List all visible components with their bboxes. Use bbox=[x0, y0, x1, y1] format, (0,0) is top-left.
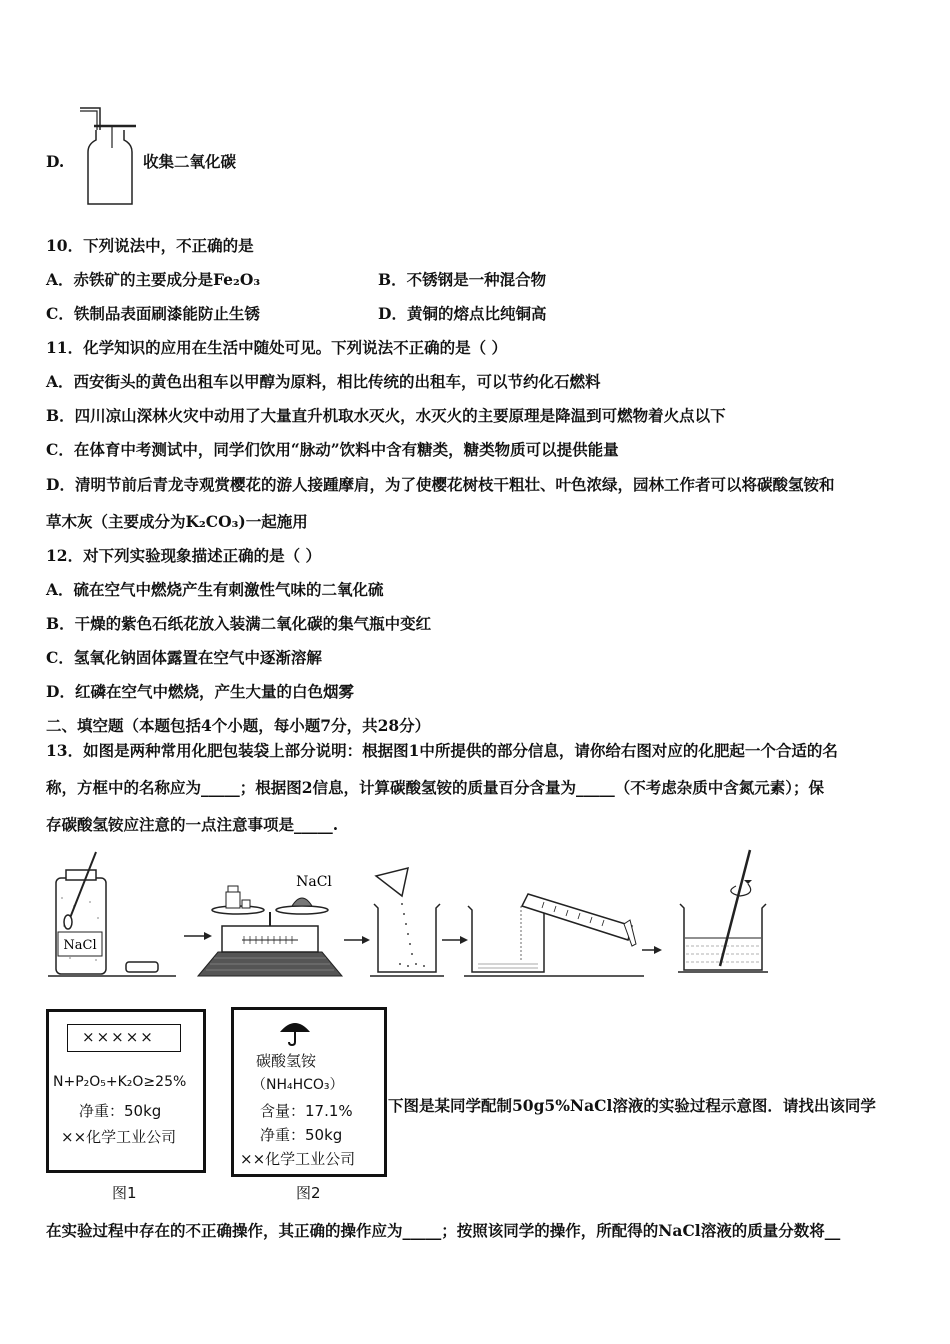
q12-option-d: D．红磷在空气中燃烧，产生大量的白色烟雾 bbox=[46, 682, 354, 701]
nacl-preparation-process-diagram bbox=[44, 848, 774, 980]
name-box bbox=[67, 1024, 181, 1052]
q10-option-a: A．赤铁矿的主要成分是Fe₂O₃ bbox=[46, 270, 261, 289]
q13-line3: 存碳酸氢铵应注意的一点注意事项是_____. bbox=[46, 815, 339, 834]
fig1-content: N+P₂O₅+K₂O≥25% bbox=[53, 1074, 187, 1090]
q11-option-a: A．西安街头的黄色出租车以甲醇为原料，相比传统的出租车，可以节约化石燃料 bbox=[46, 372, 601, 391]
q11-option-d-line1: D．清明节前后青龙寺观赏樱花的游人接踵摩肩，为了使樱花树枝干粗壮、叶色浓绿，园林工作者可以将碳酸氢铵和 bbox=[46, 475, 835, 494]
item-d-label: D. bbox=[46, 152, 65, 171]
stirring-beaker-icon bbox=[678, 850, 768, 972]
q14-line2: 在实验过程中存在的不正确操作，其正确的操作应为_____；按照该同学的操作，所配得的NaCl溶液的质量分数将__ bbox=[46, 1221, 841, 1240]
balance-icon bbox=[198, 874, 342, 976]
q11-option-c: C．在体育中考测试中，同学们饮用“脉动”饮料中含有糖类，糖类物质可以提供能量 bbox=[46, 440, 619, 459]
q10-option-b: B．不锈钢是一种混合物 bbox=[378, 270, 547, 289]
fig2-name: 碳酸氢铵 bbox=[256, 1052, 317, 1070]
umbrella-icon bbox=[278, 1016, 312, 1046]
name-box-text: ××××× bbox=[82, 1028, 155, 1046]
graduated-cylinder-pouring-icon bbox=[464, 894, 644, 976]
q13-line2: 称，方框中的名称应为_____；根据图2信息，计算碳酸氢铵的质量百分含量为_____（不考虑杂质中含氮元素）；保 bbox=[46, 778, 825, 797]
q14-side-text: 下图是某同学配制50g5%NaCl溶液的实验过程示意图．请找出该同学 bbox=[388, 1096, 876, 1115]
fig1-company: ××化学工业公司 bbox=[61, 1128, 177, 1146]
q12-stem: 12．对下列实验现象描述正确的是（ ） bbox=[46, 546, 321, 565]
gas-collection-bottle-icon bbox=[72, 100, 142, 208]
q11-stem: 11．化学知识的应用在生活中随处可见。下列说法不正确的是（ ） bbox=[46, 338, 507, 357]
fertilizer-label-fig2 bbox=[231, 1007, 387, 1177]
q10-stem: 10．下列说法中，不正确的是 bbox=[46, 236, 254, 255]
q12-option-b: B．干燥的紫色石纸花放入装满二氧化碳的集气瓶中变红 bbox=[46, 614, 432, 633]
fig2-caption: 图2 bbox=[296, 1184, 321, 1202]
beaker-pouring-icon bbox=[370, 868, 444, 976]
q12-option-a: A．硫在空气中燃烧产生有刺激性气味的二氧化硫 bbox=[46, 580, 384, 599]
q11-option-d-line2: 草木灰（主要成分为K₂CO₃)一起施用 bbox=[46, 512, 308, 531]
fig2-weight: 净重：50kg bbox=[260, 1126, 343, 1144]
q10-option-d: D．黄铜的熔点比纯铜高 bbox=[378, 304, 547, 323]
q11-option-b: B．四川凉山深林火灾中动用了大量直升机取水灭火，水灭火的主要原理是降温到可燃物着火点以下 bbox=[46, 406, 726, 425]
bottle-label: NaCl bbox=[63, 938, 97, 953]
fig2-content: 含量：17.1% bbox=[260, 1102, 353, 1120]
fig1-caption: 图1 bbox=[112, 1184, 137, 1202]
balance-label: NaCl bbox=[296, 874, 332, 890]
fertilizer-label-fig1 bbox=[46, 1009, 206, 1173]
q13-line1: 13．如图是两种常用化肥包装袋上部分说明：根据图1中所提供的部分信息，请你给右图对应的化肥起一个合适的名 bbox=[46, 741, 838, 760]
section-heading: 二、填空题（本题包括4个小题，每小题7分，共28分） bbox=[46, 716, 431, 735]
q12-option-c: C．氢氧化钠固体露置在空气中逐渐溶解 bbox=[46, 648, 322, 667]
item-d-text: 收集二氧化碳 bbox=[143, 152, 237, 171]
fig2-company: ××化学工业公司 bbox=[240, 1150, 356, 1168]
reagent-bottle-icon bbox=[48, 852, 176, 976]
fig2-formula: （NH₄HCO₃） bbox=[252, 1077, 344, 1093]
q10-option-c: C．铁制品表面刷漆能防止生锈 bbox=[46, 304, 260, 323]
fig1-weight: 净重：50kg bbox=[79, 1102, 162, 1120]
